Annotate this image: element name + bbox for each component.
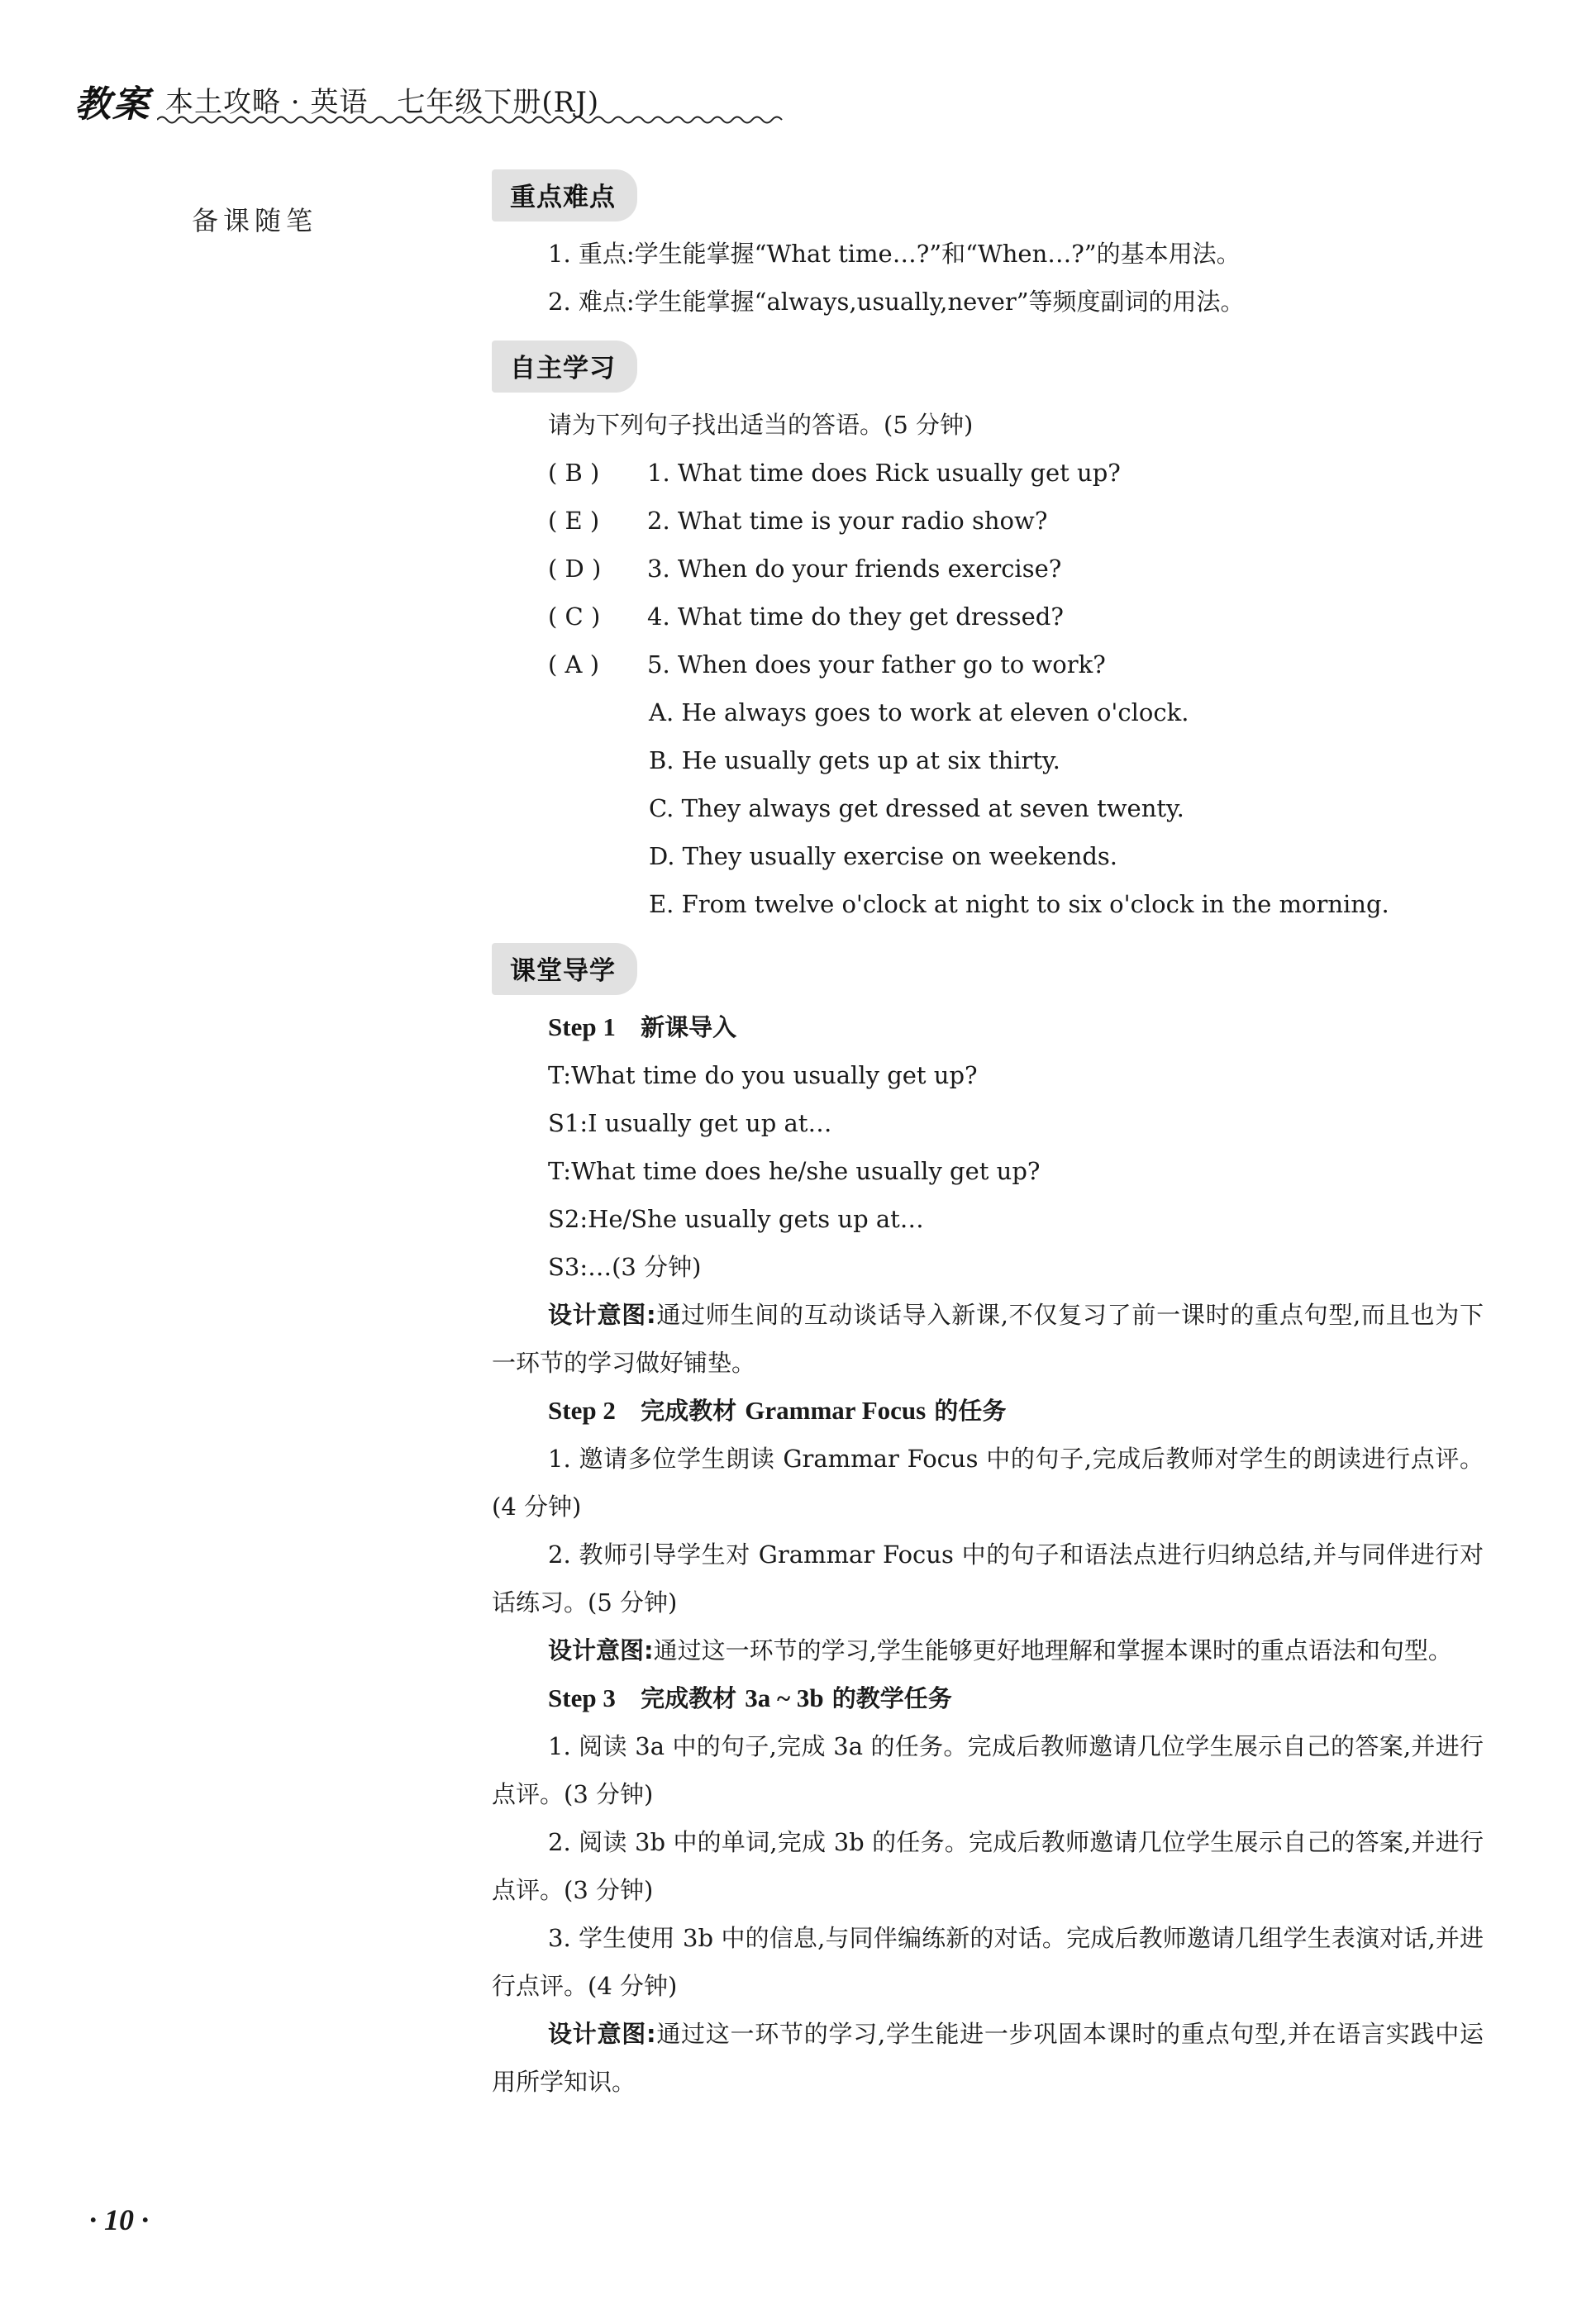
key-point-line: 2. 难点:学生能掌握“always,usually,never”等频度副词的用法。 (548, 288, 1245, 316)
step-title-prefix: 完成教材 (641, 1684, 737, 1712)
answer-bracket: ( C ) (548, 602, 601, 631)
step-item: 1. 阅读 3a 中的句子,完成 3a 的任务。完成后教师邀请几位学生展示自己的答案,并进行点评。(3 分钟) (492, 1732, 1484, 1808)
step-title-en: 3a ~ 3b (745, 1683, 824, 1712)
question-text: 3. When do your friends exercise? (647, 555, 1062, 583)
step-item: 3. 学生使用 3b 中的信息,与同伴编练新的对话。完成后教师邀请几组学生表演对话,并进行点评。(4 分钟) (492, 1924, 1484, 2000)
answer-bracket: ( A ) (548, 650, 600, 679)
question-text: 4. What time do they get dressed? (647, 602, 1064, 631)
step-heading (492, 1003, 1484, 1051)
step-item: 2. 阅读 3b 中的单词,完成 3b 的任务。完成后教师邀请几位学生展示自己的答案,并进行点评。(3 分钟) (492, 1828, 1484, 1904)
section-title-key-points: 重点难点 (492, 169, 637, 221)
section-self-study (492, 340, 1484, 928)
header-wave-underline (157, 114, 785, 126)
answer-bracket: ( E ) (548, 507, 600, 535)
question-item (492, 640, 1484, 688)
design-intent-label: 设计意图: (548, 1636, 654, 1664)
design-intent-text: 通过这一环节的学习,学生能进一步巩固本课时的重点句型,并在语言实践中运用所学知识。 (492, 2020, 1484, 2096)
design-intent (492, 1291, 1484, 1387)
page-header (74, 74, 736, 132)
step-item: 2. 教师引导学生对 Grammar Focus 中的句子和语法点进行归纳总结,并与同伴进行对话练习。(5 分钟) (492, 1540, 1484, 1617)
header-title: 本土攻略 · 英语 七年级下册(RJ) (165, 86, 600, 119)
option-item: A. He always goes to work at eleven o'clock. (649, 698, 1189, 726)
dialogue-line: S3:…(3 分钟) (548, 1253, 702, 1281)
answer-bracket: ( D ) (548, 555, 602, 583)
dialogue-line: T:What time does he/she usually get up? (548, 1157, 1041, 1185)
step-item: 1. 邀请多位学生朗读 Grammar Focus 中的句子,完成后教师对学生的朗读进行点评。(4 分钟) (492, 1445, 1484, 1521)
step-title-prefix: 完成教材 (641, 1397, 737, 1425)
design-intent-label: 设计意图: (548, 1301, 656, 1329)
design-intent (492, 2010, 1484, 2106)
step-title-en: Grammar Focus (745, 1396, 927, 1425)
question-item (492, 497, 1484, 545)
section-key-points (492, 169, 1484, 326)
option-item: E. From twelve o'clock at night to six o'clock in the morning. (649, 890, 1389, 918)
header-logo: 教案 (74, 83, 150, 126)
step-title-suffix: 的教学任务 (831, 1684, 952, 1712)
step-title: 新课导入 (641, 1013, 737, 1041)
option-item: D. They usually exercise on weekends. (649, 842, 1118, 870)
section-title-classroom: 课堂导学 (492, 943, 637, 995)
self-study-instruction: 请为下列句子找出适当的答语。(5 分钟) (548, 411, 974, 439)
dialogue-line: S1:I usually get up at… (548, 1109, 832, 1137)
step-number: Step 3 (548, 1683, 616, 1712)
key-point-line: 1. 重点:学生能掌握“What time…?”和“When…?”的基本用法。 (548, 240, 1241, 268)
question-text: 2. What time is your radio show? (647, 507, 1048, 535)
step-number: Step 2 (548, 1396, 616, 1425)
main-content (492, 169, 1484, 2121)
step-title-suffix: 的任务 (934, 1397, 1007, 1425)
question-item (492, 449, 1484, 497)
design-intent-text: 通过这一环节的学习,学生能够更好地理解和掌握本课时的重点语法和句型。 (653, 1636, 1452, 1664)
design-intent-text: 通过师生间的互动谈话导入新课,不仅复习了前一课时的重点句型,而且也为下一环节的学习做好铺垫。 (492, 1301, 1484, 1377)
section-title-self-study: 自主学习 (492, 340, 637, 393)
page-number: · 10 · (89, 2203, 149, 2236)
option-item: C. They always get dressed at seven twenty. (649, 794, 1184, 822)
option-item: B. He usually gets up at six thirty. (649, 746, 1060, 774)
question-item (492, 545, 1484, 593)
design-intent (492, 1626, 1484, 1674)
dialogue-line: S2:He/She usually gets up at… (548, 1205, 924, 1233)
question-text: 5. When does your father go to work? (647, 650, 1106, 679)
step-number: Step 1 (548, 1012, 616, 1041)
section-classroom (492, 943, 1484, 2106)
answer-bracket: ( B ) (548, 459, 600, 487)
margin-notes-label: 备课随笔 (192, 205, 318, 236)
question-text: 1. What time does Rick usually get up? (647, 459, 1121, 487)
step-heading (492, 1387, 1484, 1435)
design-intent-label: 设计意图: (548, 2020, 656, 2048)
dialogue-line: T:What time do you usually get up? (548, 1061, 978, 1089)
step-heading (492, 1674, 1484, 1722)
question-item (492, 593, 1484, 640)
